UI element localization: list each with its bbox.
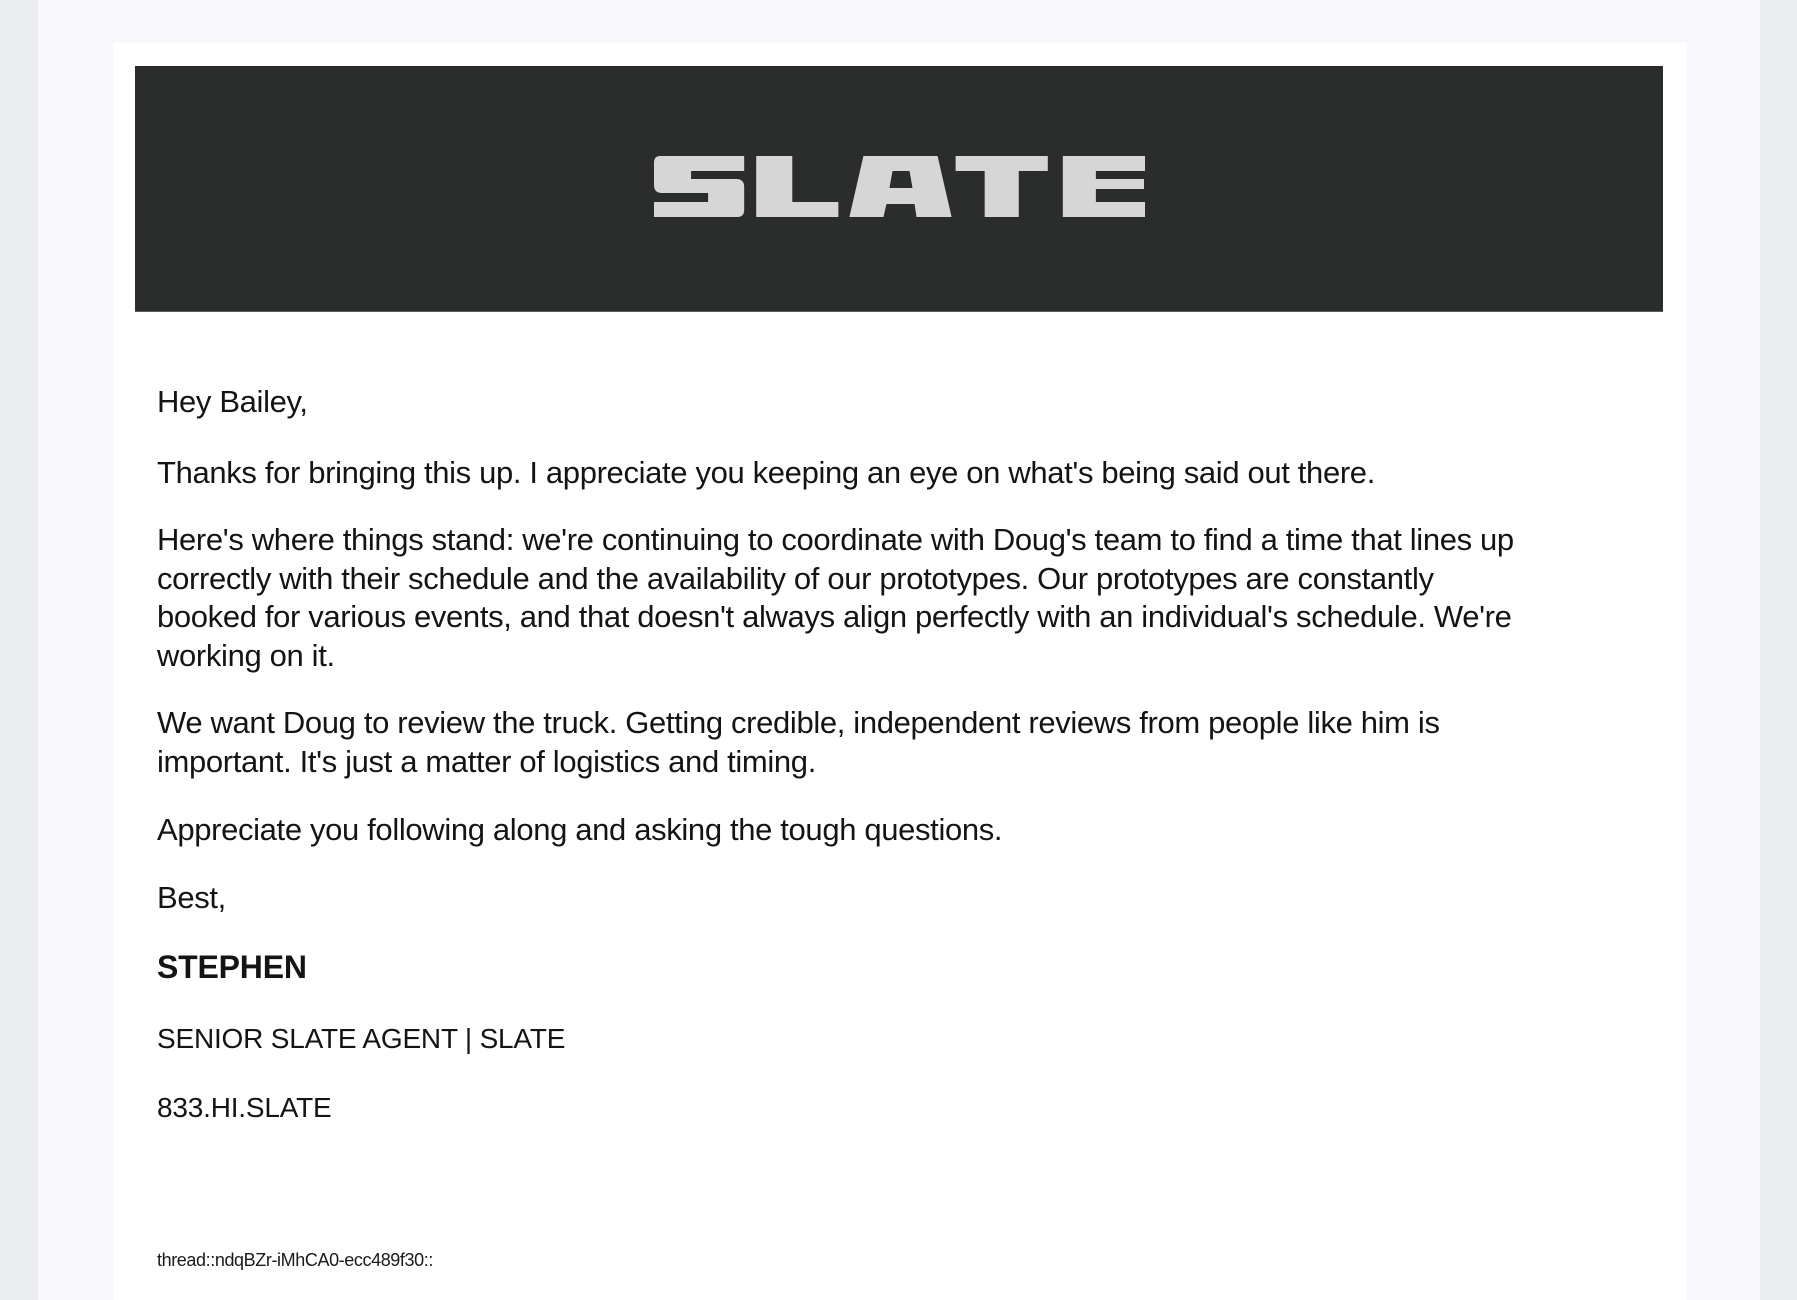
signature-title-text: SENIOR SLATE AGENT | SLATE: [157, 1023, 566, 1054]
paragraph-line: booked for various events, and that doesn't always align perfectly with an individual's schedule. We're: [157, 599, 1512, 634]
paragraph-line: Here's where things stand: we're continuing to coordinate with Doug's team to find a time that lines up: [157, 522, 1514, 557]
paragraph-line: We want Doug to review the truck. Getting credible, independent reviews from people like him is: [157, 705, 1440, 740]
signature-phone-text: 833.HI.SLATE: [157, 1092, 332, 1123]
signature-name-text: STEPHEN: [157, 949, 307, 985]
signoff-text: Best,: [157, 880, 226, 915]
paragraph-line: working on it.: [157, 637, 335, 673]
slate-logo-icon: [654, 156, 1146, 218]
paragraph-line: Thanks for bringing this up. I appreciate you keeping an eye on what's being said out there.: [157, 455, 1375, 490]
paragraph-line: correctly with their schedule and the availability of our prototypes. Our prototypes are constantly: [157, 560, 1434, 596]
paragraph-line: important. It's just a matter of logistics and timing.: [157, 743, 816, 779]
thread-id-text: thread::ndqBZr-iMhCA0-ecc489f30::: [157, 1250, 433, 1270]
greeting-text: Hey Bailey,: [157, 384, 308, 419]
header-banner: [135, 66, 1663, 312]
paragraph-line: Appreciate you following along and asking the tough questions.: [157, 812, 1003, 847]
